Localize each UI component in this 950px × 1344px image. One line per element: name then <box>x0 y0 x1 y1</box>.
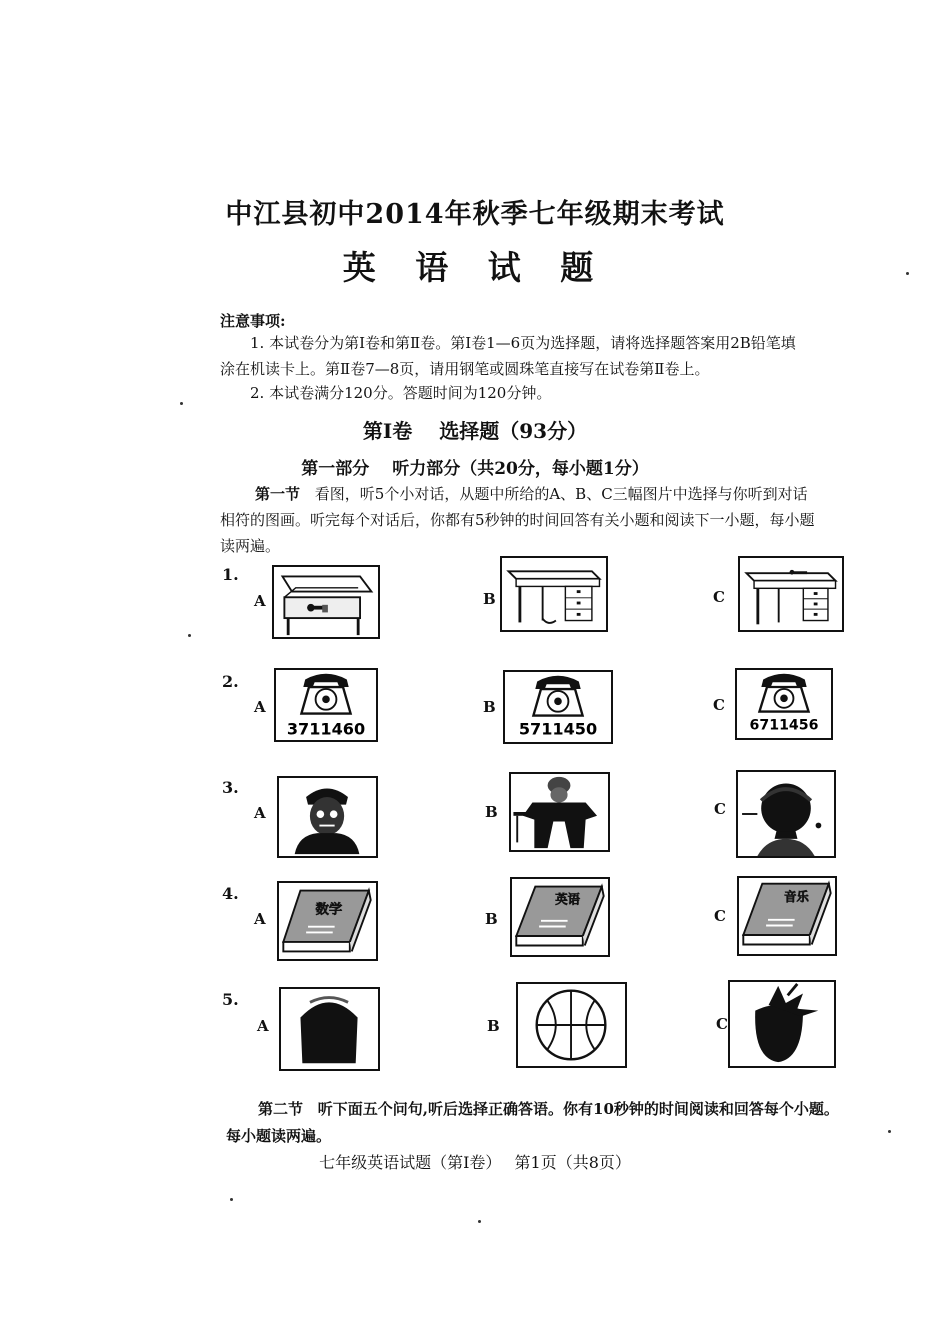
q2-picture-a-phone[interactable] <box>274 668 378 742</box>
section1-line1: 看图，听5个小对话，从题中所给的A、B、C三幅图片中选择与你听到对话 <box>314 485 808 503</box>
scan-speck <box>188 634 191 637</box>
option-label-c: C <box>714 907 726 925</box>
notes-item1-line1: 1. 本试卷分为第Ⅰ卷和第Ⅱ卷。第Ⅰ卷1—6页为选择题，请将选择题答案用2B铅笔填 <box>250 334 796 352</box>
q4-picture-a-book[interactable] <box>277 881 378 961</box>
phone-number-text: 3711460 <box>286 719 366 739</box>
basketball-image <box>518 984 625 1066</box>
option-label-c: C <box>713 696 725 714</box>
drawer-with-key-image <box>274 567 378 637</box>
option-label-a: A <box>254 910 266 928</box>
option-label-a: A <box>254 804 266 822</box>
q3-picture-a-person[interactable] <box>277 776 378 858</box>
option-label-b: B <box>483 698 496 716</box>
scan-speck <box>180 402 183 405</box>
section1-instructions <box>255 481 895 507</box>
strawberry-image <box>730 982 834 1066</box>
english-book-image <box>512 879 608 955</box>
option-label-b: B <box>483 590 496 608</box>
music-book-image <box>739 878 835 954</box>
math-book-image <box>279 883 376 959</box>
option-label-c: C <box>713 588 725 606</box>
section1-line3: 读两遍。 <box>220 537 281 555</box>
section1-line2: 相符的图画。听完每个对话后，你都有5秒钟的时间回答有关小题和阅读下一小题，每小题 <box>220 511 815 529</box>
scan-speck <box>478 1220 481 1223</box>
person-back-image <box>738 772 834 856</box>
scan-speck <box>230 1198 233 1201</box>
page-footer: 七年级英语试题（第Ⅰ卷） 第1页（共8页） <box>319 1153 631 1172</box>
desk-with-key-image <box>740 558 842 630</box>
notes-heading: 注意事项: <box>220 312 286 330</box>
volume1-heading: 第Ⅰ卷 选择题（93分） <box>362 419 588 443</box>
person-standing-image <box>511 774 608 850</box>
book-title-text: 数学 <box>315 902 343 918</box>
option-label-b: B <box>485 803 498 821</box>
telephone-icon <box>276 670 376 740</box>
telephone-icon <box>737 670 831 738</box>
question-number: 2. <box>222 672 239 691</box>
question-number: 1. <box>222 565 239 584</box>
section2-line2: 每小题读两遍。 <box>226 1127 332 1145</box>
q1-picture-c-desk-key[interactable] <box>738 556 844 632</box>
exam-title: 中江县初中2014年秋季七年级期末考试 <box>225 199 725 230</box>
q4-picture-b-book[interactable] <box>510 877 610 957</box>
q3-picture-b-person[interactable] <box>509 772 610 852</box>
q1-picture-b-desk[interactable] <box>500 556 608 632</box>
section2-label: 第二节 <box>258 1100 304 1118</box>
option-label-c: C <box>716 1015 728 1033</box>
option-label-a: A <box>257 1017 269 1035</box>
person-portrait-image <box>279 778 376 856</box>
question-number: 3. <box>222 778 239 797</box>
q1-picture-a-drawer-key[interactable] <box>272 565 380 639</box>
scan-speck <box>906 272 909 275</box>
option-label-b: B <box>487 1017 500 1035</box>
section2-instructions <box>258 1096 898 1122</box>
question-number: 4. <box>222 884 239 903</box>
hat-image <box>281 989 378 1069</box>
question-number: 5. <box>222 990 239 1009</box>
option-label-b: B <box>485 910 498 928</box>
telephone-icon <box>505 672 611 742</box>
q2-picture-c-phone[interactable] <box>735 668 833 740</box>
phone-number-text: 6711456 <box>749 717 819 734</box>
book-title-text: 音乐 <box>784 888 809 904</box>
option-label-c: C <box>714 800 726 818</box>
option-label-a: A <box>254 698 266 716</box>
notes-item1-line2: 涂在机读卡上。第Ⅱ卷7—8页，请用钢笔或圆珠笔直接写在试卷第Ⅱ卷上。 <box>220 360 710 378</box>
q5-picture-c-strawberry[interactable] <box>728 980 836 1068</box>
book-title-text: 英语 <box>555 891 580 907</box>
section2-line1: 听下面五个问句,听后选择正确答语。你有10秒钟的时间阅读和回答每个小题。 <box>317 1100 839 1118</box>
q3-picture-c-person[interactable] <box>736 770 836 858</box>
phone-number-text: 5711450 <box>518 719 598 739</box>
q5-picture-b-ball[interactable] <box>516 982 627 1068</box>
notes-item2: 2. 本试卷满分120分。答题时间为120分钟。 <box>250 384 552 402</box>
part1-heading: 第一部分 听力部分（共20分，每小题1分） <box>301 459 649 479</box>
q4-picture-c-book[interactable] <box>737 876 837 956</box>
q5-picture-a-hat[interactable] <box>279 987 380 1071</box>
section1-label: 第一节 <box>255 485 301 503</box>
desk-image <box>502 558 606 630</box>
q2-picture-b-phone[interactable] <box>503 670 613 744</box>
scan-speck <box>888 1130 891 1133</box>
option-label-a: A <box>254 592 266 610</box>
exam-subtitle: 英 语 试 题 <box>342 248 608 287</box>
